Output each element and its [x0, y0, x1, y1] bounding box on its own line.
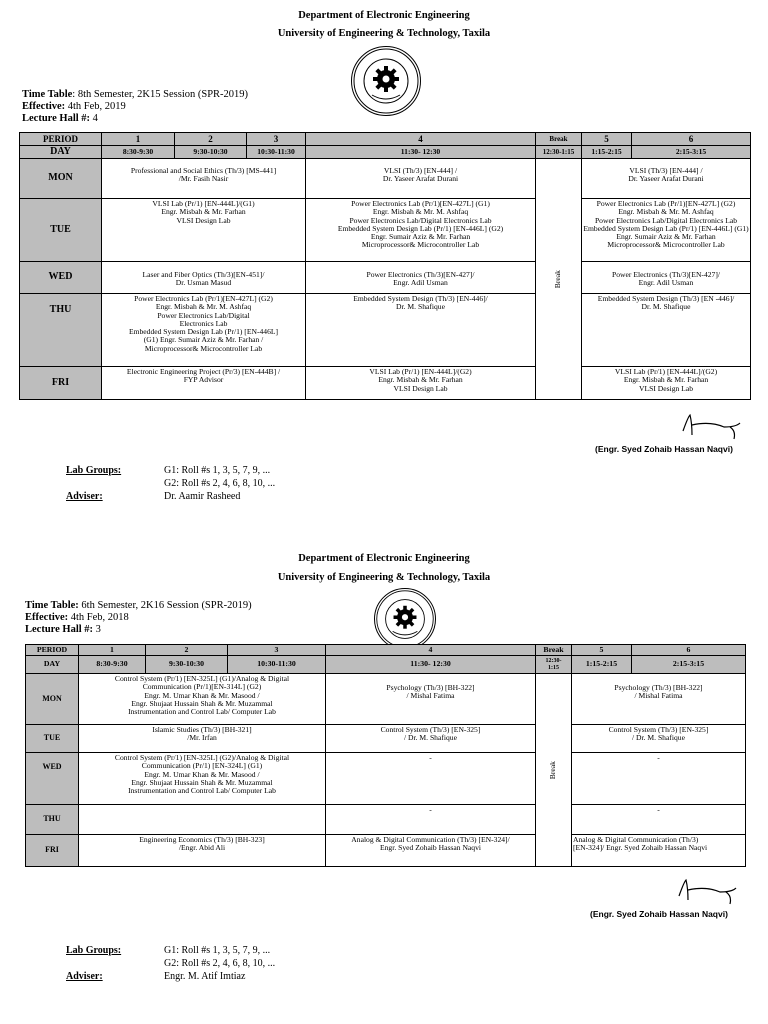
day-label: THU — [26, 805, 79, 835]
slot-midday: - — [326, 753, 536, 805]
time-slot: 10:30-11:30 — [228, 656, 326, 674]
adviser-name: Engr. M. Atif Imtiaz — [164, 971, 246, 982]
slot-afternoon: - — [572, 753, 746, 805]
period-5-header: 5 — [572, 645, 632, 656]
period-4-header: 4 — [326, 645, 536, 656]
break-column — [536, 674, 572, 867]
signature-image — [676, 878, 746, 906]
group-g1: G1: Roll #s 1, 3, 5, 7, 9, ... — [164, 945, 271, 956]
break-column — [536, 159, 582, 400]
time-table-label: Time Table — [22, 89, 73, 100]
time-table-value: 6th Semester, 2K16 Session (SPR-2019) — [78, 600, 252, 611]
timetable-meta — [25, 600, 252, 636]
period-6-header: 6 — [632, 645, 746, 656]
time-slot: 2:15-3:15 — [632, 146, 751, 159]
period-row — [26, 645, 746, 656]
slot-afternoon: Power Electronics Lab (Pr/1)[EN-427L] (G2) Engr. Misbah & Mr. M. Ashfaq Power Electronics Lab/Digital Electronics Lab Embedded System Design Lab (Pr/1) [EN-446L] (G1) Engr. Sumair Aziz & Mr. Farhan Microprocessor& Microcontroller Lab — [582, 199, 751, 262]
gear-icon — [394, 606, 417, 629]
slot-morning: Laser and Fiber Optics (Th/3)[EN-451]/ Dr. Usman Masud — [102, 262, 306, 294]
day-header: DAY — [26, 656, 79, 674]
break-header: Break — [536, 133, 582, 146]
period-1-header: 1 — [79, 645, 146, 656]
day-row-tue — [26, 725, 746, 753]
slot-morning: Professional and Social Ethics (Th/3) [MS-441] /Mr. Fasih Nasir — [102, 159, 306, 199]
effective-label: Effective: — [25, 612, 69, 623]
period-3-header: 3 — [247, 133, 306, 146]
slot-midday: Power Electronics Lab (Pr/1)[EN-427L] (G1) Engr. Misbah & Mr. M. Ashfaq Power Electronics Lab/Digital Electronics Lab Embedded System Design Lab (Pr/1) [EN-446L] (G2) Engr. Sumair Aziz & Mr. Farhan Microprocessor& Microcontroller Lab — [306, 199, 536, 262]
period-5-header: 5 — [582, 133, 632, 146]
break-label: Break — [548, 760, 558, 780]
lecture-hall-label: Lecture Hall #: — [22, 113, 91, 124]
lab-groups-block — [66, 465, 386, 505]
time-slot: 2:15-3:15 — [632, 656, 746, 674]
signatory-name: (Engr. Syed Zohaib Hassan Naqvi) — [590, 909, 728, 919]
day-label: FRI — [26, 835, 79, 867]
lecture-hall-value: 4 — [90, 113, 98, 124]
university-title: University of Engineering & Technology, Taxila — [277, 572, 491, 583]
day-label: WED — [26, 753, 79, 805]
timetable-grid — [25, 644, 746, 867]
break-time: 12:30-1:15 — [536, 146, 582, 159]
slot-midday: VLSI (Th/3) [EN-444] / Dr. Yaseer Arafat Durani — [306, 159, 536, 199]
university-logo — [351, 46, 421, 116]
time-row — [20, 146, 751, 159]
group-g2: G2: Roll #s 2, 4, 6, 8, 10, ... — [164, 478, 276, 489]
timetable-meta — [22, 89, 248, 125]
slot-afternoon: Embedded System Design (Th/3) [EN -446]/ Dr. M. Shafique — [582, 294, 751, 367]
slot-midday: VLSI Lab (Pr/1) [EN-444L]/(G2) Engr. Misbah & Mr. Farhan VLSI Design Lab — [306, 367, 536, 400]
day-label: FRI — [20, 367, 102, 400]
adviser-label: Adviser: — [66, 971, 103, 982]
effective-value: 4th Feb, 2018 — [68, 612, 129, 623]
slot-morning: Power Electronics Lab (Pr/1)[EN-427L] (G2) Engr. Misbah & Mr. M. Ashfaq Power Electronics Lab/Digital Electronics Lab Embedded System Design Lab (Pr/1) [EN-446L] (G1) Engr. Sumair Aziz & Mr. Farhan / Microprocessor& Microcontroller Lab — [102, 294, 306, 367]
day-label: MON — [26, 674, 79, 725]
gear-icon — [373, 66, 399, 92]
lab-groups-label: Lab Groups: — [66, 945, 122, 956]
slot-morning: Engineering Economics (Th/3) [BH-323] /Engr. Abid Ali — [79, 835, 326, 867]
slot-afternoon: Power Electronics (Th/3)[EN-427]/ Engr. Adil Usman — [582, 262, 751, 294]
day-label: TUE — [20, 199, 102, 262]
day-label: THU — [20, 294, 102, 367]
time-slot: 1:15-2:15 — [582, 146, 632, 159]
university-title: University of Engineering & Technology, Taxila — [277, 28, 491, 39]
day-row-tue — [20, 199, 751, 262]
day-row-thu — [26, 805, 746, 835]
period-2-header: 2 — [146, 645, 228, 656]
adviser-name: Dr. Aamir Rasheed — [164, 491, 241, 502]
time-slot: 9:30-10:30 — [146, 656, 228, 674]
signatory-name: (Engr. Syed Zohaib Hassan Naqvi) — [595, 444, 733, 454]
university-logo — [374, 588, 436, 650]
timetable-grid — [19, 132, 751, 400]
lecture-hall-value: 3 — [93, 624, 101, 635]
slot-midday: Power Electronics (Th/3)[EN-427]/ Engr. Adil Usman — [306, 262, 536, 294]
slot-afternoon: Psychology (Th/3) [BH-322] / Mishal Fatima — [572, 674, 746, 725]
period-2-header: 2 — [175, 133, 247, 146]
group-g1: G1: Roll #s 1, 3, 5, 7, 9, ... — [164, 465, 271, 476]
day-label: TUE — [26, 725, 79, 753]
time-row — [26, 656, 746, 674]
day-row-wed — [26, 753, 746, 805]
day-row-mon — [20, 159, 751, 199]
period-header: PERIOD — [26, 645, 79, 656]
time-table-label: Time Table: — [25, 600, 79, 611]
break-header: Break — [536, 645, 572, 656]
day-row-fri — [26, 835, 746, 867]
day-label: WED — [20, 262, 102, 294]
time-slot: 11:30- 12:30 — [306, 146, 536, 159]
period-header: PERIOD — [20, 133, 102, 146]
group-g2: G2: Roll #s 2, 4, 6, 8, 10, ... — [164, 958, 276, 969]
period-1-header: 1 — [102, 133, 175, 146]
slot-morning: Control System (Pr/1) [EN-325L] (G2)/Analog & Digital Communication (Pr/1) [EN-324L] (G1) Engr. M. Umar Khan & Mr. Masood / Engr. Shujaat Hussain Shah & Mr. Muzammal Instrumentation and Control Lab/ Computer Lab — [79, 753, 326, 805]
signature-image — [680, 413, 750, 441]
adviser-label: Adviser: — [66, 491, 103, 502]
slot-midday: Analog & Digital Communication (Th/3) [EN-324]/ Engr. Syed Zohaib Hassan Naqvi — [326, 835, 536, 867]
slot-morning: Control System (Pr/1) [EN-325L] (G1)/Analog & Digital Communication (Pr/1)[EN-314L] (G2) Engr. M. Umar Khan & Mr. Masood / Engr. Shujaat Hussain Shah & Mr. Muzammal Instrumentation and Control Lab/ Computer Lab — [79, 674, 326, 725]
slot-afternoon: Analog & Digital Communication (Th/3) [EN-324]/ Engr. Syed Zohaib Hassan Naqvi — [572, 835, 746, 867]
time-slot: 1:15-2:15 — [572, 656, 632, 674]
slot-midday: Embedded System Design (Th/3) [EN-446]/ Dr. M. Shafique — [306, 294, 536, 367]
time-slot: 11:30- 12:30 — [326, 656, 536, 674]
break-time: 12:30- 1:15 — [536, 656, 572, 674]
period-row — [20, 133, 751, 146]
slot-morning: VLSI Lab (Pr/1) [EN-444L]/(G1) Engr. Misbah & Mr. Farhan VLSI Design Lab — [102, 199, 306, 262]
slot-midday: Psychology (Th/3) [BH-322] / Mishal Fatima — [326, 674, 536, 725]
time-slot: 8:30-9:30 — [79, 656, 146, 674]
dept-title: Department of Electronic Engineering — [298, 10, 470, 21]
effective-label: Effective: — [22, 101, 66, 112]
slot-midday: Control System (Th/3) [EN-325] / Dr. M. Shafique — [326, 725, 536, 753]
day-row-mon — [26, 674, 746, 725]
slot-afternoon: Control System (Th/3) [EN-325] / Dr. M. Shafique — [572, 725, 746, 753]
slot-midday: - — [326, 805, 536, 835]
time-table-value: : 8th Semester, 2K15 Session (SPR-2019) — [72, 89, 249, 100]
lab-groups-block — [66, 945, 386, 985]
day-label: MON — [20, 159, 102, 199]
day-row-fri — [20, 367, 751, 400]
day-header: DAY — [20, 146, 102, 159]
slot-morning — [79, 805, 326, 835]
lecture-hall-label: Lecture Hall #: — [25, 624, 94, 635]
period-6-header: 6 — [632, 133, 751, 146]
time-slot: 8:30-9:30 — [102, 146, 175, 159]
slot-morning: Islamic Studies (Th/3) [BH-321] /Mr. Irfan — [79, 725, 326, 753]
break-label: Break — [553, 269, 563, 289]
time-slot: 9:30-10:30 — [175, 146, 247, 159]
slot-afternoon: VLSI (Th/3) [EN-444] / Dr. Yaseer Arafat Durani — [582, 159, 751, 199]
period-4-header: 4 — [306, 133, 536, 146]
day-row-thu — [20, 294, 751, 367]
dept-title: Department of Electronic Engineering — [298, 553, 470, 564]
slot-morning: Electronic Engineering Project (Pr/3) [EN-444B] / FYP Advisor — [102, 367, 306, 400]
day-row-wed — [20, 262, 751, 294]
lab-groups-label: Lab Groups: — [66, 465, 122, 476]
period-3-header: 3 — [228, 645, 326, 656]
slot-afternoon: VLSI Lab (Pr/1) [EN-444L]/(G2) Engr. Misbah & Mr. Farhan VLSI Design Lab — [582, 367, 751, 400]
effective-value: 4th Feb, 2019 — [65, 101, 126, 112]
time-slot: 10:30-11:30 — [247, 146, 306, 159]
slot-afternoon: - — [572, 805, 746, 835]
